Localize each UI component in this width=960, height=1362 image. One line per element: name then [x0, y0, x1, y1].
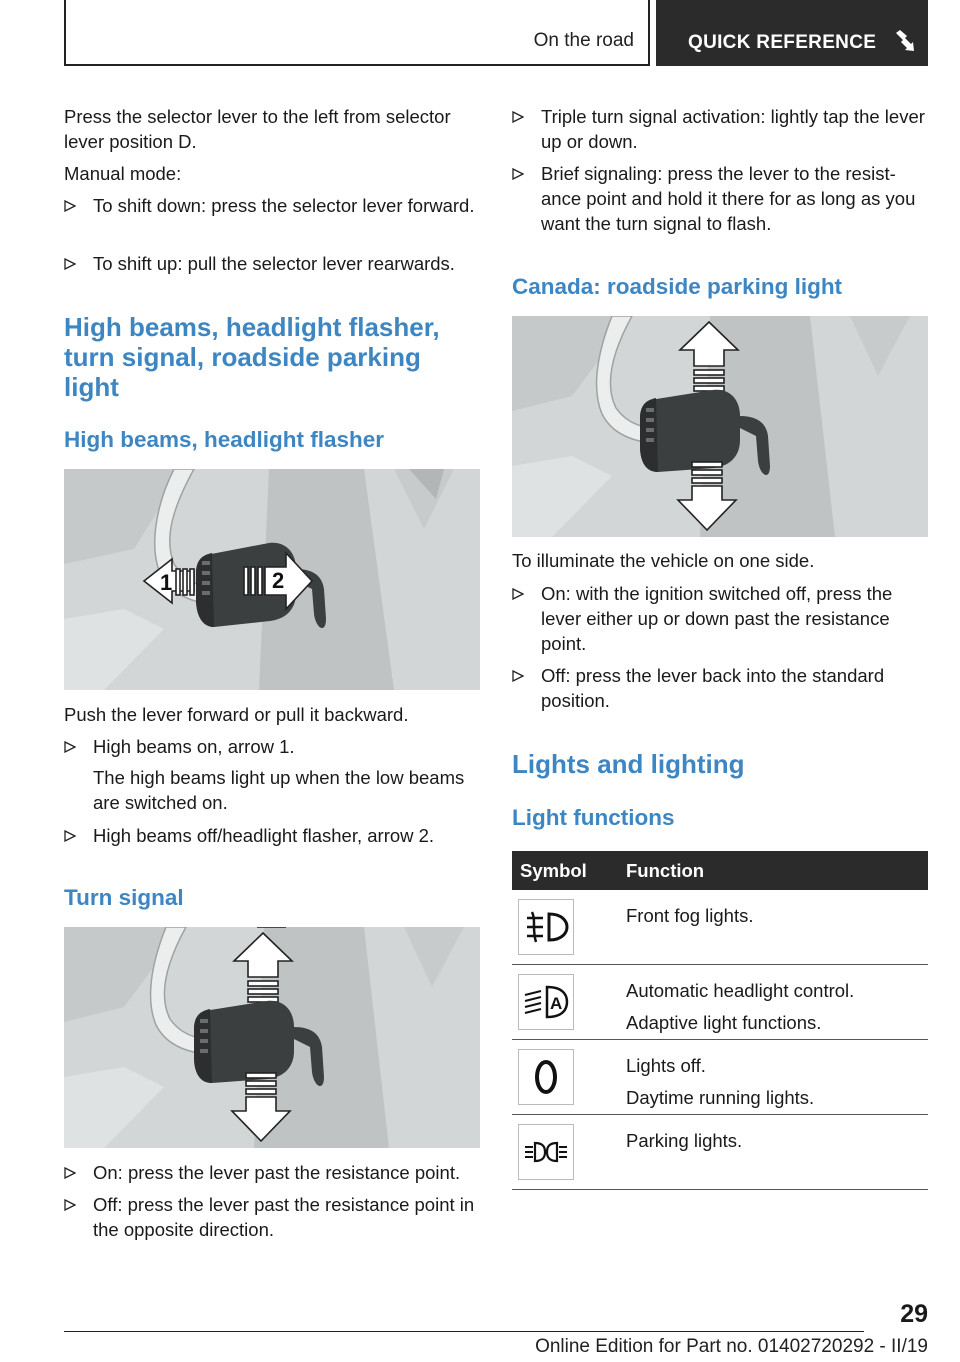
high-beams-lever-illustration: [64, 469, 480, 690]
bullet-text: On: press the lever past the resistance point.: [93, 1162, 461, 1183]
function-line: Lights off.: [626, 1055, 706, 1076]
function-text: [626, 975, 926, 1039]
bullet-text: Off: press the lever back into the standard position.: [541, 665, 885, 711]
bullet-triangle-icon: [64, 258, 76, 270]
table-row: [512, 1040, 928, 1115]
section-heading-lights-and-lighting: Lights and lighting: [512, 749, 745, 779]
function-text: [626, 1050, 926, 1114]
bullet-triangle-icon: [512, 168, 524, 180]
header-section-title: On the road: [533, 30, 634, 51]
function-text: [626, 1125, 926, 1157]
list-item: [64, 734, 480, 759]
function-line: Front fog lights.: [626, 905, 754, 926]
page-number: 29: [900, 1300, 928, 1328]
arrow-label-2: 2: [272, 568, 285, 593]
bullet-text: To shift down: press the selector lever forward.: [93, 195, 475, 216]
bullet-triangle-icon: [64, 830, 76, 842]
figure-parking-light-lever: [512, 316, 928, 537]
illuminate-text: To illuminate the vehicle on one side.: [512, 550, 815, 571]
arrow-label-1: 1: [160, 570, 173, 595]
bullet-text: High beams on, arrow 1.: [93, 736, 295, 757]
quick-reference-lightning-icon: [892, 29, 918, 55]
subheading-turn-signal: Turn signal: [64, 885, 184, 910]
list-item: [512, 161, 928, 236]
table-header: [512, 851, 928, 890]
subheading-light-functions: Light functions: [512, 805, 675, 830]
lights-off-icon: [518, 1049, 574, 1105]
svg-text:A: A: [550, 994, 563, 1013]
function-line: Parking lights.: [626, 1130, 743, 1151]
bullet-triangle-icon: [64, 200, 76, 212]
manual-mode-label: Manual mode:: [64, 163, 182, 184]
table-row: [512, 965, 928, 1040]
figure-high-beams-lever: [64, 469, 480, 690]
footer-edition: Online Edition for Part no. 01402720292 - II/19: [535, 1336, 928, 1357]
bullet-triangle-icon: [512, 111, 524, 123]
table-header-function: Function: [626, 860, 705, 881]
bullet-triangle-icon: [64, 1199, 76, 1211]
subheading-canada-parking-light: Canada: roadside parking light: [512, 274, 843, 299]
high-beams-detail-text: The high beams light up when the low beams are switched on.: [93, 767, 465, 813]
bullet-triangle-icon: [64, 1167, 76, 1179]
list-item: [64, 823, 480, 848]
light-functions-table: [512, 851, 928, 1190]
parking-light-lever-illustration: [512, 316, 928, 537]
function-line: Daytime running lights.: [626, 1087, 815, 1108]
automatic-headlight-control-icon: [518, 974, 574, 1030]
table-header-symbol: Symbol: [520, 860, 587, 881]
function-line: Automatic headlight control.: [626, 980, 855, 1001]
bullet-triangle-icon: [512, 670, 524, 682]
table-row: [512, 890, 928, 965]
parking-lights-icon: [518, 1124, 574, 1180]
figure-turn-signal-lever: [64, 927, 480, 1148]
list-item: [64, 251, 480, 276]
bullet-text: To shift up: pull the selector lever rearwards.: [93, 253, 455, 274]
bullet-text: Brief signaling: press the lever to the resistance point and hold it there for as long as you want the turn signal to flash.: [541, 163, 916, 234]
quick-reference-label: QUICK REFERENCE: [688, 32, 877, 53]
table-row: [512, 1115, 928, 1190]
list-item: [512, 104, 928, 154]
front-fog-lights-icon: [518, 899, 574, 955]
function-text: [626, 900, 926, 932]
bullet-triangle-icon: [64, 741, 76, 753]
list-item: [512, 663, 928, 713]
subheading-high-beams: High beams, headlight flasher: [64, 427, 385, 452]
bullet-triangle-icon: [512, 588, 524, 600]
function-line: Adaptive light functions.: [626, 1012, 822, 1033]
quick-reference-tab[interactable]: [656, 0, 928, 66]
bullet-text: Triple turn signal activation: lightly tap the lever up or down.: [541, 106, 925, 152]
bullet-text: Off: press the lever past the resistance point in the opposite direction.: [93, 1194, 475, 1240]
push-lever-text: Push the lever forward or pull it backward.: [64, 704, 409, 725]
selector-lever-text: Press the selector lever to the left from selector lever position D.: [64, 106, 451, 152]
section-heading-high-beams-turn-signal: High beams, headlight flasher, turn signal, roadside parking light: [64, 312, 440, 402]
list-item: [64, 193, 480, 218]
turn-signal-lever-illustration: [64, 927, 480, 1148]
footer-divider: [64, 1331, 864, 1332]
bullet-text: High beams off/headlight flasher, arrow 2.: [93, 825, 435, 846]
list-item: [64, 1160, 480, 1185]
list-item: [512, 581, 928, 656]
bullet-text: On: with the ignition switched off, press the lever either up or down past the resistance point.: [541, 583, 893, 654]
list-item: [64, 1192, 480, 1242]
header-section-box: [64, 0, 650, 66]
